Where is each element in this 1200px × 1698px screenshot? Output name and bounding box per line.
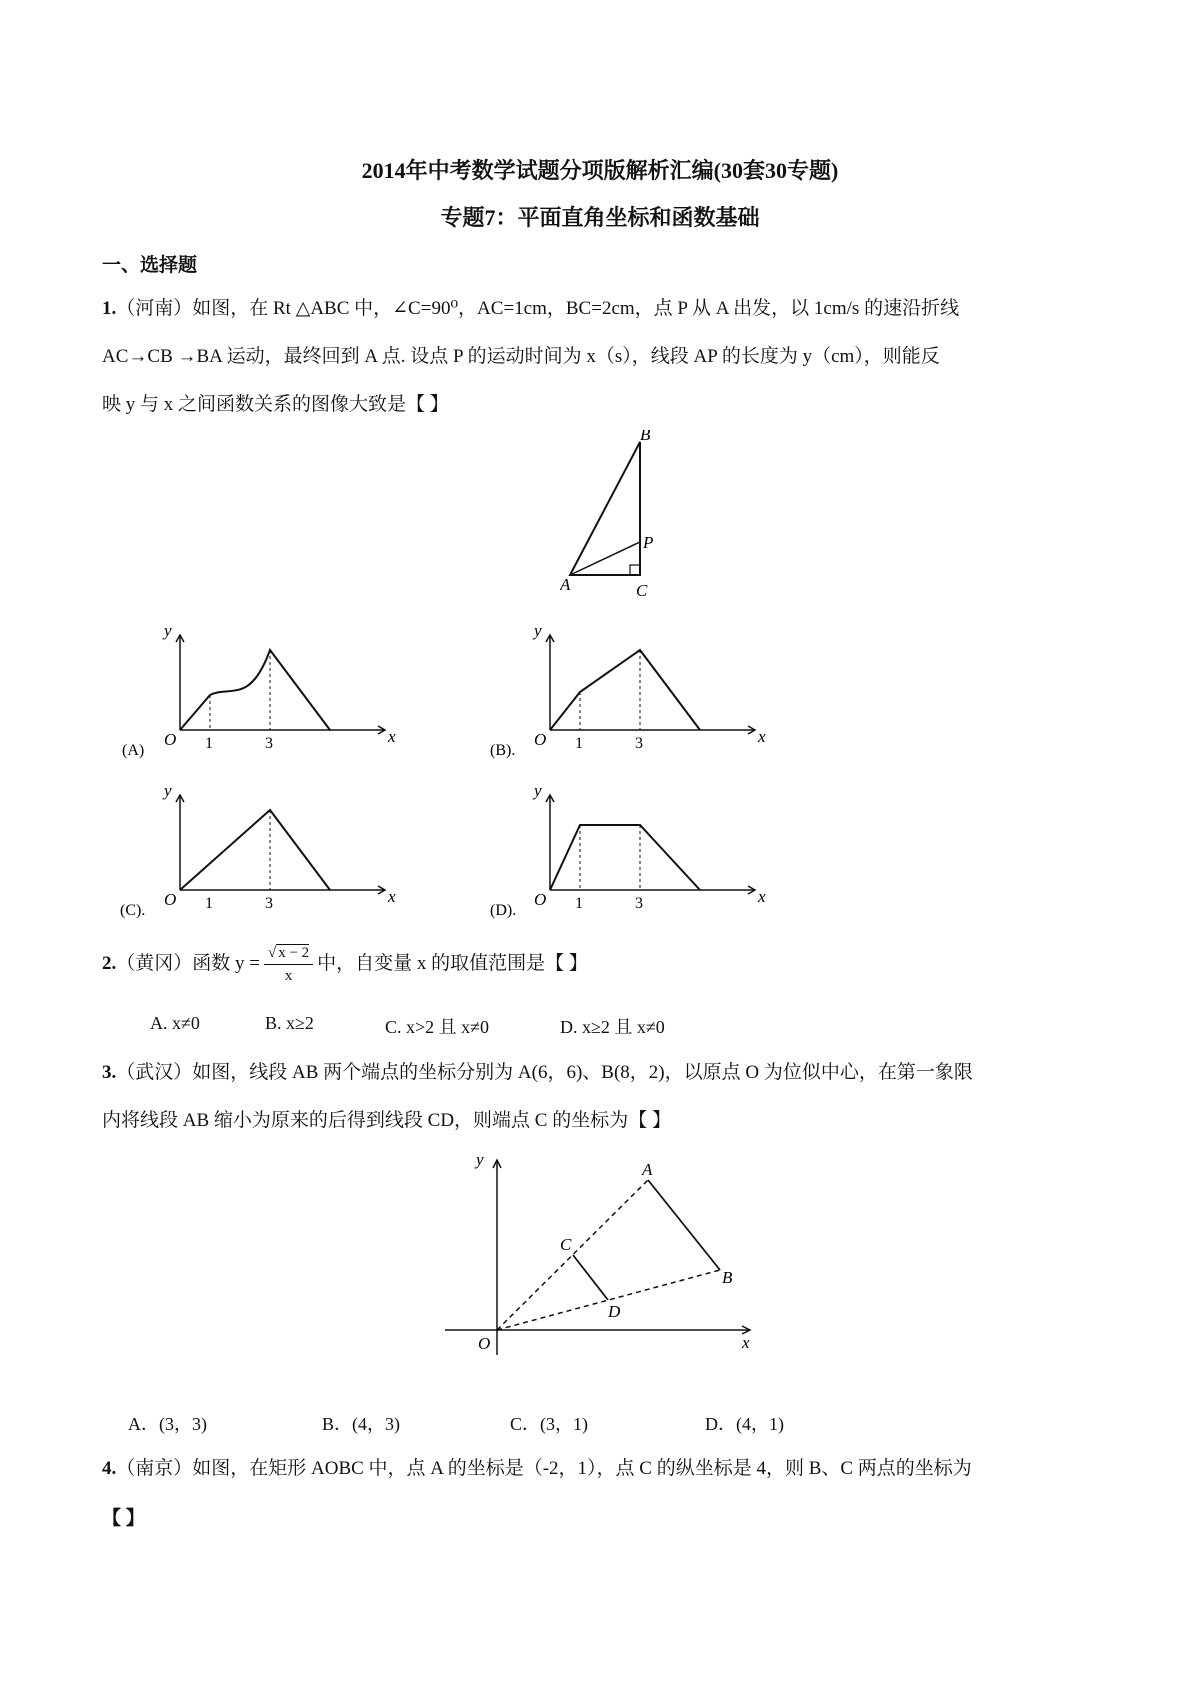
q3-line1 bbox=[102, 1062, 973, 1084]
q3-option-b: B．(4，3) bbox=[322, 1414, 400, 1434]
tick-1: 1 bbox=[575, 735, 583, 752]
q2-option-d: D. x≥2 且 x≠0 bbox=[560, 1017, 665, 1037]
tick-3: 3 bbox=[635, 895, 643, 912]
label-c: C bbox=[560, 1235, 572, 1254]
x-axis-label: x bbox=[742, 1333, 750, 1352]
q1-triangle-figure bbox=[560, 430, 670, 610]
tick-1: 1 bbox=[205, 735, 213, 752]
tick-3: 3 bbox=[265, 735, 273, 752]
tick-1: 1 bbox=[205, 895, 213, 912]
q4-number: 4. bbox=[102, 1458, 117, 1479]
q2-suffix: 中，自变量 x 的取值范围是【 】 bbox=[317, 952, 588, 974]
triangle-abc bbox=[570, 442, 640, 575]
q4-line2: 【 】 bbox=[102, 1508, 145, 1529]
graph-option-d bbox=[490, 780, 770, 920]
graph-option-c bbox=[120, 780, 400, 920]
q1-line3: 映 y 与 x 之间函数关系的图像大致是【 】 bbox=[102, 394, 449, 415]
label-p: P bbox=[643, 533, 654, 552]
origin-label: O bbox=[478, 1334, 491, 1353]
origin-label: O bbox=[534, 890, 547, 909]
q3-option-c: C．(3，1) bbox=[510, 1414, 588, 1434]
segment-ab bbox=[648, 1180, 720, 1270]
x-axis-label: x bbox=[388, 887, 396, 906]
q2-denominator: x bbox=[284, 968, 293, 984]
graph-option-b bbox=[490, 620, 770, 760]
y-axis-label: y bbox=[534, 621, 542, 640]
label-b: B bbox=[722, 1268, 733, 1287]
label-b: B bbox=[640, 430, 651, 444]
document-subtitle: 专题7：平面直角坐标和函数基础 bbox=[440, 205, 760, 230]
option-tag: (A) bbox=[122, 742, 145, 759]
sqrt-sign: √ bbox=[267, 945, 277, 961]
label-d: D bbox=[608, 1302, 621, 1321]
q2-fraction bbox=[264, 942, 313, 987]
origin-label: O bbox=[164, 730, 177, 749]
curve-c bbox=[180, 810, 330, 890]
option-tag: (C). bbox=[120, 902, 146, 919]
q1-line1 bbox=[102, 298, 959, 320]
q3-option-a: A．(3，3) bbox=[128, 1414, 207, 1434]
x-axis-label: x bbox=[758, 727, 766, 746]
label-a: A bbox=[560, 575, 571, 594]
right-angle-mark bbox=[630, 565, 640, 575]
q3-coordinate-figure bbox=[430, 1145, 760, 1365]
ray-ob bbox=[497, 1270, 720, 1330]
q3-number: 3. bbox=[102, 1062, 117, 1083]
x-axis-label: x bbox=[758, 887, 766, 906]
label-a: A bbox=[642, 1160, 653, 1179]
q2-number: 2. bbox=[102, 952, 117, 974]
q2-option-b: B. x≥2 bbox=[265, 1013, 314, 1033]
q1-number: 1. bbox=[102, 298, 117, 319]
x-axis-label: x bbox=[388, 727, 396, 746]
curve-d bbox=[550, 825, 700, 890]
y-axis-label: y bbox=[476, 1150, 484, 1169]
q1-text-1: （河南）如图，在 Rt △ABC 中，∠C=90⁰，AC=1cm，BC=2cm，点 P 从 A 出发，以 1cm/s 的速沿折线 bbox=[116, 298, 960, 319]
segment-cd bbox=[573, 1255, 608, 1300]
ray-oa bbox=[497, 1180, 648, 1330]
document-title: 2014年中考数学试题分项版解析汇编(30套30专题) bbox=[361, 158, 839, 183]
q3-option-d: D．(4，1) bbox=[705, 1414, 784, 1434]
q3-text-1: （武汉）如图，线段 AB 两个端点的坐标分别为 A(6，6)、B(8，2)，以原点 O 为位似中心，在第一象限 bbox=[116, 1062, 973, 1083]
y-axis-label: y bbox=[164, 621, 172, 640]
y-axis-label: y bbox=[534, 781, 542, 800]
origin-label: O bbox=[164, 890, 177, 909]
q2-line bbox=[102, 942, 588, 987]
label-c: C bbox=[636, 581, 648, 600]
graph-option-a bbox=[120, 620, 400, 760]
y-axis-label: y bbox=[164, 781, 172, 800]
option-tag: (D). bbox=[490, 902, 517, 919]
q2-option-c: C. x>2 且 x≠0 bbox=[385, 1017, 490, 1037]
q1-line2: AC→CB →BA 运动，最终回到 A 点. 设点 P 的运动时间为 x（s），线段 AP 的长度为 y（cm），则能反 bbox=[102, 346, 940, 367]
q4-line1 bbox=[102, 1458, 972, 1480]
q2-option-a: A. x≠0 bbox=[150, 1013, 200, 1033]
tick-3: 3 bbox=[635, 735, 643, 752]
option-tag: (B). bbox=[490, 742, 516, 759]
curve-b bbox=[550, 650, 700, 730]
q4-text-1: （南京）如图，在矩形 AOBC 中，点 A 的坐标是（-2，1），点 C 的纵坐标是 4，则 B、C 两点的坐标为 bbox=[116, 1458, 972, 1479]
section-heading: 一、选择题 bbox=[102, 255, 198, 276]
curve-a bbox=[180, 650, 330, 730]
tick-3: 3 bbox=[265, 895, 273, 912]
tick-1: 1 bbox=[575, 895, 583, 912]
q2-prefix: （黄冈）函数 y = bbox=[116, 952, 260, 974]
q3-line2: 内将线段 AB 缩小为原来的后得到线段 CD，则端点 C 的坐标为【 】 bbox=[102, 1110, 671, 1131]
origin-label: O bbox=[534, 730, 547, 749]
q2-numerator: x − 2 bbox=[278, 945, 310, 961]
